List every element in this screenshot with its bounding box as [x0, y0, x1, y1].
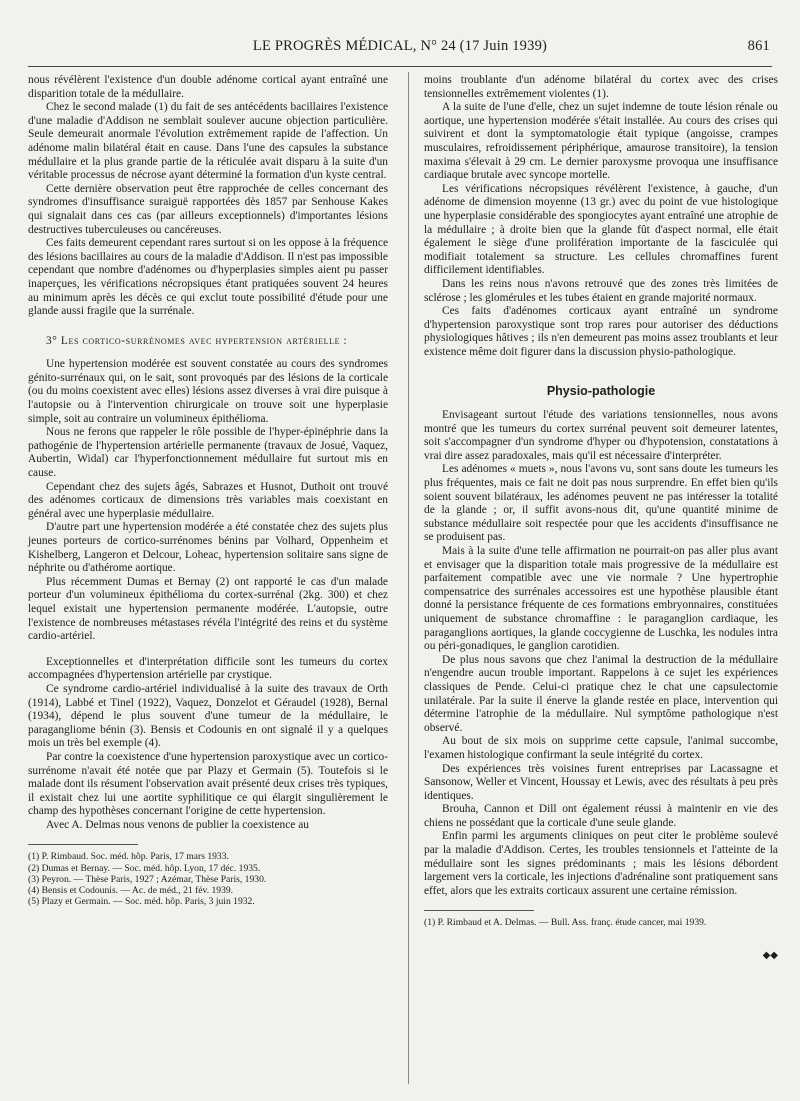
paragraph: nous révélèrent l'existence d'un double adénome cortical ayant entraîné une disparition totale de la médullaire. — [28, 74, 388, 100]
paragraph: Ces faits d'adénomes corticaux ayant entraîné un syndrome d'hypertension paroxystique sont trop rares pour autoriser des déductions physiologiques hâtives ; ils n'en demeurent pas moins assez troublants et leur existence même doit figurer dans la discussion physio-pathologique. — [424, 305, 778, 358]
page-header — [30, 38, 770, 62]
paragraph: Avec A. Delmas nous venons de publier la coexistence au — [46, 818, 309, 831]
paragraph: moins troublante d'un adénome bilatéral du cortex avec des crises tensionnelles extrêmement violentes (1). — [424, 74, 778, 100]
paragraph: Brouha, Cannon et Dill ont également réussi à maintenir en vie des chiens ne possédant que la corticale d'une seule glande. — [424, 803, 778, 829]
page-number: 861 — [747, 38, 770, 54]
footnote-rule — [28, 844, 138, 845]
paragraph: Enfin parmi les arguments cliniques on peut citer le problème soulevé par la maladie d'Addison. Certes, les troubles tensionnels et l'atteinte de la médullaire sont les signes prédominants ; mais les lésions débordent largement vers la corticale, les injections d'adrénaline sont pratiquement sans effet, alors que les extraits corticaux assurent une certaine rémission. — [424, 830, 778, 897]
footnote: (5) Plazy et Germain. — Soc. méd. hôp. Paris, 3 juin 1932. — [28, 896, 255, 908]
end-ornament: ◆◆ — [762, 949, 778, 961]
paragraph: Des expériences très voisines furent entreprises par Lacassagne et Sansonow, Weller et Vincent, Houssay et Lewis, avec des résultats à peu près identiques. — [424, 762, 778, 802]
left-column — [28, 74, 388, 907]
paragraph: Les adénomes « muets », nous l'avons vu, sont sans doute les tumeurs les plus fréquentes, mais ce fait ne doit pas nous surprendre. En effet bien qu'ils soient souvent bilatéraux, les adénomes peuvent ne pas intéresser la totalité de la glande ; or, il suffit avons-nous dit, qu'une quantité minime de substance médullaire soit respectée pour que les accidents d'insuffisance ne se produisent pas. — [424, 463, 778, 544]
paragraph: Plus récemment Dumas et Bernay (2) ont rapporté le cas d'un malade porteur d'un volumineux épithélioma du cortex-surrénal (2kg. 300) et chez lequel existait une hypertension permanente modérée. L'autopsie, outre l'existence de nombreuses métastases révéla l'intégrité des reins et du système cardio-artériel. — [28, 575, 388, 643]
section-heading: 3° Les cortico-surrénomes avec hypertension artérielle : — [46, 334, 348, 347]
paragraph: Exceptionnelles et d'interprétation difficile sont les tumeurs du cortex accompagnées d'hypertension artérielle par crystique. — [28, 655, 388, 682]
running-title: LE PROGRÈS MÉDICAL, N° 24 (17 Juin 1939) — [252, 38, 548, 54]
section-title: Physio-pathologie — [546, 384, 656, 399]
paragraph: Dans les reins nous n'avons retrouvé que des zones très limitées de sclérose ; les glomérules et les tubes étaient en grande majorité normaux. — [424, 277, 778, 304]
footnotes — [424, 917, 778, 928]
paragraph: Cependant chez des sujets âgés, Sabrazes et Husnot, Duthoit ont trouvé des adénomes corticaux de dimensions très variables mais coexistant en général avec une hyperplasie médullaire. — [28, 480, 388, 520]
paragraph: Au bout de six mois on supprime cette capsule, l'animal succombe, l'examen histologique confirmant la seule intégrité du cortex. — [424, 735, 778, 761]
footnote: (1) P. Rimbaud et A. Delmas. — Bull. Ass. franç. étude cancer, mai 1939. — [424, 917, 707, 929]
paragraph: Chez le second malade (1) du fait de ses antécédents bacillaires l'existence d'une maladie d'Addison ne semblait soulever aucune objection particulière. Seule demeurait anormale l'évolution extrêmement rapide de l'affection. Un adénome malin bilatéral était en cause. Dans l'une des capsules la substance médullaire et la plus grande partie de la réticulée avait disparu à la suite d'un véritable processus de nécrose ayant déterminé la formation d'un kyste central. — [28, 101, 388, 182]
footnote-rule — [424, 910, 534, 911]
paragraph: Nous ne ferons que rappeler le rôle possible de l'hyper-épinéphrie dans la pathogénie de l'hypertension artérielle permanente (travaux de Josué, Vaquez, Aubertin, Widal) car l'hyperfonctionnement médullaire fut surtout mis en cause. — [28, 426, 388, 480]
paragraph: Ce syndrome cardio-artériel individualisé à la suite des travaux de Orth (1914), Labbé et Tinel (1922), Vaquez, Donzelot et Géraudel (1928), Bernal (1934), dépend le plus souvent d'une tumeur de la médullaire, le paragangliome bénin (3). Bensis et Codounis en ont signalé il y a quelques mois un très bel exemple (4). — [28, 682, 388, 750]
column-divider — [408, 72, 409, 1084]
paragraph: Cette dernière observation peut être rapprochée de celles concernant des syndromes d'insuffisance suraiguë rapportées dès 1857 par Senhouse Kakes qui signalait dans ces cas (par ailleurs exceptionnels) d'importantes lésions destructives tuberculeuses ou cancéreuses. — [28, 182, 388, 236]
header-rule — [28, 66, 772, 67]
paragraph: Une hypertension modérée est souvent constatée au cours des syndromes génito-surrénaux qui, on le sait, sont provoqués par des lésions de la corticale (ou du moins coexistent avec elles) lésions assez diverses à vrai dire puisque à l'autopsie ou à l'intervention chirurgicale on trouve soit une hyperplasie simple, soit au contraire un volumineux épithélioma. — [28, 358, 388, 425]
paragraph: Ces faits demeurent cependant rares surtout si on les oppose à la fréquence des lésions bacillaires au cours de la maladie d'Addison. Il n'est pas impossible cependant que nombre d'adénomes ou d'hyperplasies simples aient pu passer inaperçues, les vérifications nécropsiques étant pratiquées souvent 24 heures au minimum après les décès ce qui exclut toute possibilité d'étude pour une glande aussi fragile que la surrénale. — [28, 237, 388, 318]
paragraph: Mais à la suite d'une telle affirmation ne pourrait-on pas aller plus avant et envisager que la disparition totale mais progressive de la médullaire est parfaitement compatible avec une vie normale ? Une hypertrophie compensatrice des surrénales accessoires est une hypothèse plausible étant donné la persistance fréquente de ces formations embryonnaires, constituées uniquement de substance chromaffine : le paraganglion cardiaque, les paraganglions aortiques, la glande coccygienne de Luschka, les nodules intra ou péri-gonadiques, le ganglion carotidien. — [424, 545, 778, 653]
footnote: (4) Bensis et Codounis. — Ac. de méd., 21 fév. 1939. — [28, 885, 234, 897]
paragraph: D'autre part une hypertension modérée a été constatée chez des sujets plus jeunes porteurs de cortico-surrénomes bénins par Volhard, Oppenheim et Kishelberg, Langeron et Delcour, Loheac, hypertension solitaire sans signe de néphrite ou d'athérome aortique. — [28, 521, 388, 575]
footnote: (1) P. Rimbaud. Soc. méd. hôp. Paris, 17 mars 1933. — [28, 851, 229, 863]
right-column — [424, 74, 778, 962]
paragraph: Les vérifications nécropsiques révélèrent l'existence, à gauche, d'un adénome de dimension moyenne (13 gr.) avec du point de vue histologique une hyperplasie considérable des spongiocytes ayant entraîné une atrophie de la médullaire ; à droite bien que la glande fût d'aspect normal, elle était également le siège d'une prolifération importante de la fasciculée qui modifiait totalement sa structure. Les cellules chromaffines furent difficilement identifiables. — [424, 182, 778, 277]
footnote: (3) Peyron. — Thèse Paris, 1927 ; Azémar, Thèse Paris, 1930. — [28, 873, 267, 885]
footnote: (2) Dumas et Bernay. — Soc. méd. hôp. Lyon, 17 déc. 1935. — [28, 862, 261, 874]
paragraph: Par contre la coexistence d'une hypertension paroxystique avec un cortico-surrénome n'avait été notée que par Plazy et Germain (5). Toutefois si le malade dont ils résument l'observation avait présenté deux crises très typiques, il existait chez lui une aortite syphilitique ce qui élargit singulièrement le champ des hypothèses concernant l'origine de cette hypertension. — [28, 750, 388, 818]
footnotes — [28, 851, 388, 907]
paragraph: A la suite de l'une d'elle, chez un sujet indemne de toute lésion rénale ou aortique, une hypertension modérée s'était installée. Au cours des crises qui suivirent et dont la symptomatologie était typique (angoisse, crampes musculaires, refroidissement périphérique, amaurose transitoire), la tension maxima s'élevait à 29 cm. Le dernier paroxysme provoqua une insuffisance cardiaque brutale avec syncope mortelle. — [424, 101, 778, 182]
paragraph: Envisageant surtout l'étude des variations tensionnelles, nous avons montré que les tumeurs du cortex surrénal peuvent soit demeurer latentes, soit s'accompagner d'un syndrome d'hyper ou d'hypotension, constatations à vrai dire assez paradoxales, mais qu'il est nécessaire d'interpréter. — [424, 409, 778, 462]
paragraph: De plus nous savons que chez l'animal la destruction de la médullaire n'engendre aucun trouble important. Rappelons à ce sujet les expériences classiques de Pende. Celui-ci pratique chez le chat une capsulectomie unilatérale. Par la suite il énerve la glande restée en place, intervention qui détermine l'atrophie de la médullaire. Nul symptôme pathologique n'est observé. — [424, 653, 778, 734]
